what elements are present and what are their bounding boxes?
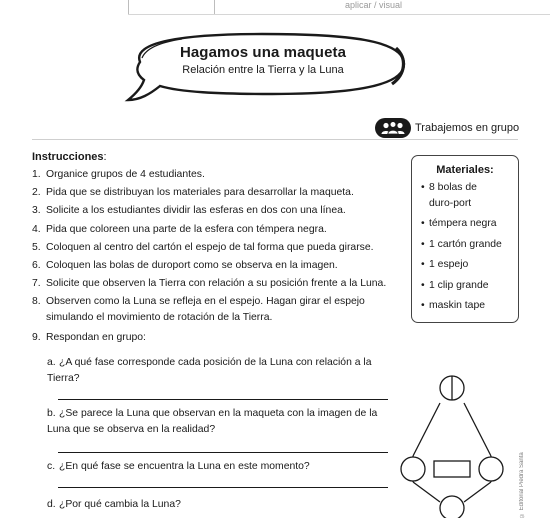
instruction-step: 1. Organice grupos de 4 estudiantes. [32, 169, 205, 180]
header-divider [214, 0, 215, 14]
instruction-step: 3. Solicite a los estudiantes dividir las esferas en dos con una línea. [32, 205, 346, 217]
instruction-step: 4. Pida que coloreen una parte de la esfera con témpera negra. [32, 223, 327, 235]
materials-box [411, 155, 519, 323]
header-divider [128, 0, 129, 14]
instruction-step: 8. Observen como la Luna se refleja en el espejo. Hagan girar el espejo simulando el movimiento de rotación de la Tierra. [32, 296, 365, 323]
group-icon [375, 118, 411, 138]
group-work-tag [375, 118, 519, 138]
answer-line[interactable] [58, 452, 388, 453]
moon-ball [479, 457, 503, 481]
instruction-step: 2. Pida que se distribuyan los materiales para desarrollar la maqueta. [32, 187, 354, 199]
page-title: Hagamos una maqueta [179, 44, 347, 61]
instruction-step: 6. Coloquen las bolas de duroport como se observa en la imagen. [32, 260, 338, 272]
instruction-step: 5. Coloquen al centro del cartón el espejo de tal forma que pueda girarse. [32, 241, 374, 253]
instructions-heading: Instrucciones: [32, 151, 107, 163]
section-divider [32, 139, 518, 140]
publisher-credit: © Editorial Piedra Santa [519, 452, 525, 518]
instruction-step: 9. Respondan en grupo: [32, 332, 146, 344]
question-c: c. ¿En qué fase se encuentra la Luna en este momento? [47, 461, 310, 472]
question-d: d. ¿Por qué cambia la Luna? [47, 499, 181, 510]
page-subtitle: Relación entre la Tierra y la Luna [182, 64, 344, 76]
materials-title: Materiales: [436, 164, 494, 176]
group-work-label: Trabajemos en grupo [415, 122, 520, 134]
header-divider [128, 14, 550, 15]
material-item: • 1 espejo [421, 259, 469, 270]
moon-ball [440, 496, 464, 518]
material-item: • 1 cartón grande [421, 238, 502, 250]
header-tag: aplicar / visual [345, 0, 403, 10]
question-b: b. ¿Se parece la Luna que observan en la maqueta con la imagen de la Luna que se observa en la realidad? [47, 408, 378, 435]
material-item: • témpera negra [421, 218, 497, 229]
answer-line[interactable] [58, 399, 388, 400]
moon-ball [401, 457, 425, 481]
material-item: • 8 bolas de duro-port [421, 182, 477, 209]
instructions-list [32, 166, 404, 348]
mirror [434, 461, 470, 477]
instruction-step: 7. Solicite que observen la Tierra con relación a su posición frente a la Luna. [32, 278, 387, 290]
answer-line[interactable] [58, 487, 388, 488]
model-diagram [384, 374, 520, 518]
question-a: a. ¿A qué fase corresponde cada posición de la Luna con relación a la Tierra? [47, 357, 372, 384]
moon-ball [440, 376, 464, 400]
material-item: • 1 clip grande [421, 279, 489, 291]
material-item: • maskin tape [421, 300, 486, 311]
